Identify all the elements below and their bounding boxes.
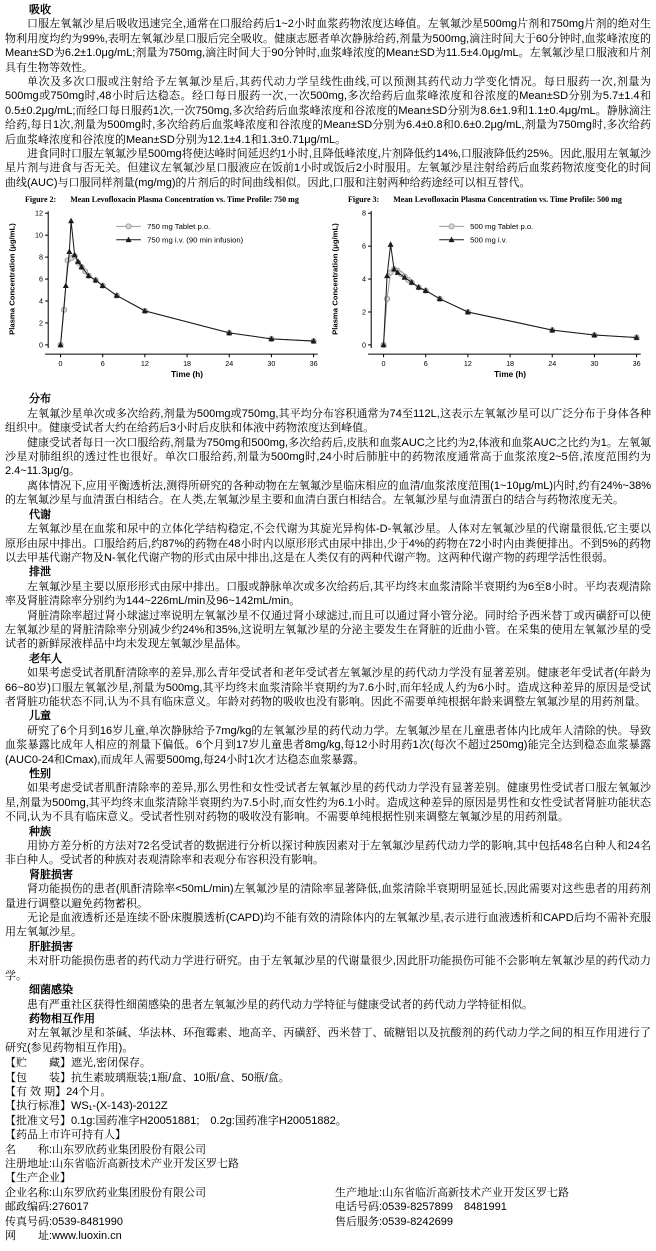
info-line: 【有 效 期】24个月。 xyxy=(5,1085,112,1098)
figures-row xyxy=(5,194,651,390)
paragraph: 左氧氟沙星单次或多次给药,剂量为500mg或750mg,其平均分布容积通常为74至112L,这表示左氧氟沙星可以广泛分布于身体各种组织中。健康受试者大约在给药后3小时后皮肤和体液中药物浓度达到峰值。 xyxy=(5,407,651,435)
manufacturer-line: 网 址:www.luoxin.cn xyxy=(5,1230,122,1242)
data-point-triangle xyxy=(63,283,69,289)
paragraph: 肾脏清除率超过肾小球滤过率说明左氧氟沙星不仅通过肾小球滤过,而且可以通过肾小管分泌。同时给予西米替丁或丙磺舒可以使左氧氟沙星的肾脏清除率分别减少约24%和35%,这说明左氧氟沙星的分泌主要发生在肾脏的近曲小管。在采集的使用左氧氟沙星的受试者的新鲜尿液样品中均未发现左氧氟沙星晶体。 xyxy=(5,609,651,651)
figure-2 xyxy=(5,194,328,390)
manufacturer-line: 电话号码:0539-8257899 8481991 xyxy=(335,1201,507,1214)
series-line xyxy=(61,256,314,345)
section-heading: 药物相互作用 xyxy=(29,1012,95,1025)
y-axis-title: Plasma Concentration (μg/mL) xyxy=(7,223,17,336)
legend-entry-label: 500 mg i.v. xyxy=(470,235,508,245)
x-tick-label: 30 xyxy=(590,359,599,369)
paragraph: 离体情况下,应用平衡透析法,测得所研究的各种动物在左氧氟沙星临床相应的血清/血浆浓度范围(1~10μg/mL)内时,约有24%~38%的左氧氟沙星与血清蛋白相结合。在人类,左氧氟沙星主要和血清白蛋白相结合。左氧氟沙星与血清蛋白的结合与药物浓度无关。 xyxy=(5,479,651,507)
x-tick-label: 6 xyxy=(423,359,428,369)
figure-3-caption xyxy=(328,194,651,205)
y-tick-label: 2 xyxy=(362,307,367,317)
x-tick-label: 6 xyxy=(100,359,105,369)
figure-2-line-chart xyxy=(5,205,328,390)
info-line: 【包 装】抗生素玻璃瓶装;1瓶/盒、10瓶/盒、50瓶/盒。 xyxy=(5,1071,290,1084)
section-heading: 老年人 xyxy=(29,652,62,665)
series-line xyxy=(384,269,637,345)
x-tick-label: 12 xyxy=(140,359,149,369)
y-tick-label: 4 xyxy=(362,274,367,284)
section-heading: 肾脏损害 xyxy=(29,868,73,881)
x-tick-label: 24 xyxy=(548,359,557,369)
manufacturer-line: 生产地址:山东省临沂高新技术产业开发区罗七路 xyxy=(335,1186,570,1199)
y-tick-label: 6 xyxy=(362,241,367,251)
y-axis-title: Plasma Concentration (μg/mL) xyxy=(330,223,340,336)
paragraph: 患有严重社区获得性细菌感染的患者左氧氟沙星的药代动力学特征与健康受试者的药代动力学特征相似。 xyxy=(27,998,533,1011)
legend-entry-label: 750 mg Tablet p.o. xyxy=(147,222,211,232)
info-line: 注册地址:山东省临沂高新技术产业开发区罗七路 xyxy=(5,1157,240,1170)
manufacturer-line: 售后服务:0539-8242699 xyxy=(335,1215,454,1228)
section-heading: 种族 xyxy=(29,825,51,838)
info-line: 【批准文号】0.1g:国药准字H20051881; 0.2g:国药准字H20051882。 xyxy=(5,1114,347,1127)
data-point-circle xyxy=(449,224,454,229)
info-line: 【药品上市许可持有人】 xyxy=(5,1129,126,1142)
x-axis-title: Time (h) xyxy=(494,370,526,380)
data-point-triangle xyxy=(388,242,394,248)
figure-3-label: Figure 3: xyxy=(348,195,380,205)
y-tick-label: 0 xyxy=(39,340,44,350)
paragraph: 进食同时口服左氧氟沙星500mg将使达峰时间延迟约1小时,且降低峰浓度,片剂降低约14%,口服液降低约25%。因此,服用左氧氟沙星片剂与进食与否无关。但建议左氧氟沙星口服液应在饭前1小时或饭后2小时服用。左氧氟沙星注射给药后血浆药物浓度变化的时间曲线(AUC)与口服同样剂量(mg/mg)的片剂后的时间曲线相似。因此,口服和注射两种给药途经可以相互替代。 xyxy=(5,148,652,189)
data-point-circle xyxy=(126,224,131,229)
y-tick-label: 2 xyxy=(39,318,44,328)
paragraph: 用协方差分析的方法对72名受试者的数据进行分析以探讨种族因素对于左氧氟沙星药代动力学的影响,其中包括48名白种人和24名非白种人。受试者的种族对表观清除率和表观分布容积没有影响。 xyxy=(5,840,651,867)
y-tick-label: 8 xyxy=(362,208,367,218)
x-tick-label: 0 xyxy=(58,359,63,369)
y-tick-label: 4 xyxy=(39,296,44,306)
y-tick-label: 0 xyxy=(362,340,367,350)
paragraph: 研究了6个月到16岁儿童,单次静脉给予7mg/kg的左氧氟沙星的药代动力学。左氧氟沙星在儿童患者体内比成年人清除的快。导致血浆暴露比成年人相应的剂量下偏低。6个月到17岁儿童患者8mg/kg,每12小时用药1次(每次不超过250mg)能完全达到稳态血浆暴露(AUC0-24和Cmax),而成年人需要500mg,每24小时1次才达稳态血浆暴露。 xyxy=(5,724,651,766)
data-point-triangle xyxy=(66,249,72,255)
paragraph: 对左氧氟沙星和茶碱、华法林、环孢霉素、地高辛、丙磺舒、西米替丁、硫糖铝以及抗酸剂的药代动力学之间的相互作用进行了研究(参见药物相互作用)。 xyxy=(5,1027,651,1054)
figure-2-label: Figure 2: xyxy=(25,195,57,205)
legend-entry-label: 500 mg Tablet p.o. xyxy=(470,222,534,232)
x-tick-label: 36 xyxy=(309,359,318,369)
x-tick-label: 12 xyxy=(463,359,472,369)
data-point-triangle xyxy=(68,218,74,224)
section-heading: 细菌感染 xyxy=(29,984,73,997)
paragraph: 如果考虑受试者肌酐清除率的差异,那么青年受试者和老年受试者左氧氟沙星的药代动力学没有显著差别。健康老年受试者(年龄为66~80岁)口服左氧氟沙星,剂量为500mg,其平均终末血浆清除半衰期约为7.6小时,而年轻成人约为6小时。造成这种差异的原因是受试者肾脏功能状态不同,认为不具有临床意义。年龄对药物的吸收也没有影响。因此不需要单纯根据年龄来调整左氧氟沙星的用药剂量。 xyxy=(5,667,651,708)
y-tick-label: 10 xyxy=(35,230,44,240)
y-tick-label: 6 xyxy=(39,274,44,284)
info-line: 【执行标准】WS₁-(X-143)-2012Z xyxy=(5,1100,168,1113)
series-line xyxy=(384,245,637,345)
pk-sections-top xyxy=(5,3,651,190)
section-heading: 肝脏损害 xyxy=(29,940,73,953)
paragraph: 单次及多次口服或注射给予左氧氟沙星后,其药代动力学呈线性曲线,可以预测其药代动力学变化情况。每日服药一次,剂量为500mg或750mg时,48小时后达稳态。经口每日服药一次,一次500mg,多次给药后血浆峰浓度和谷浓度的Mean±SD分别为5.7±1.4和0.5±0.2μg/mL;而经口每日服药1次,一次750mg,多次给药后血浆峰浓度和谷浓度的Mean±SD分别为8.6±1.9和1.1±0.4μg/mL。静脉滴注给药,每日1次,剂量为500mg时,多次给药后血浆峰浓度和谷浓度的Mean±SD分别为6.4±0.8和0.6±0.2μg/mL,剂量为750mg时,多次给药后血浆峰浓度和谷浓度的Mean±SD分别为12.1±4.1和1.3±0.71μg/mL。 xyxy=(5,76,651,146)
manufacturer-line: 邮政编码:276017 xyxy=(5,1201,89,1214)
manufacturer-block xyxy=(5,1186,651,1244)
label-info-block xyxy=(5,1056,651,1186)
legend-entry-label: 750 mg i.v. (90 min infusion) xyxy=(147,235,244,245)
manufacturer-line: 传真号码:0539-8481990 xyxy=(5,1215,124,1228)
figure-2-caption xyxy=(5,194,328,205)
info-line: 【贮 藏】遮光,密闭保存。 xyxy=(5,1057,152,1070)
x-tick-label: 30 xyxy=(267,359,276,369)
section-heading: 性别 xyxy=(29,768,51,780)
paragraph: 健康受试者每日一次口服给药,剂量为750mg和500mg,多次给药后,皮肤和血浆AUC之比约为2,体液和血浆AUC之比约为1。左氧氟沙星对肺组织的透过性也很好。单次口服给药,剂量为500mg时,24小时后肺脏中的药物浓度通常高于血浆浓度2~5倍,浓度范围约为2.4~11.3μg/g。 xyxy=(5,436,651,478)
x-axis-title: Time (h) xyxy=(171,370,203,380)
section-heading: 吸收 xyxy=(29,4,51,16)
x-tick-label: 0 xyxy=(381,359,386,369)
figure-3-line-chart xyxy=(328,205,651,390)
paragraph: 左氧氟沙星在血浆和尿中的立体化学结构稳定,不会代谢为其旋光异构体-D-氧氟沙星。人体对左氧氟沙星的代谢量很低,它主要以原形由尿中排出。口服给药后,约87%的药物在48小时内以原形形式由尿中排出,少于4%的药物在72小时内由粪便排出。不到5%的药物以去甲基代谢产物及N-氧化代谢产物的形式由尿中排出,这是在人类仅有的两种代谢产物。这两种代谢产物的药理学活性很弱。 xyxy=(5,523,651,564)
x-tick-label: 18 xyxy=(506,359,515,369)
x-tick-label: 36 xyxy=(632,359,641,369)
figure-2-title: Mean Levofloxacin Plasma Concentration vs. Time Profile: 750 mg xyxy=(70,195,299,205)
paragraph: 肾功能损伤的患者(肌酐清除率<50mL/min)左氧氟沙星的清除率显著降低,血浆清除半衰期明显延长,因此需要对这些患者的用药剂量进行调整以避免药物蓄积。 xyxy=(5,883,651,910)
section-heading: 代谢 xyxy=(29,508,51,521)
paragraph: 未对肝功能损伤患者的药代动力学进行研究。由于左氧氟沙星的代谢量很少,因此肝功能损伤可能不会影响左氧氟沙星的药代动力学。 xyxy=(5,955,651,982)
data-point-circle xyxy=(384,297,389,302)
info-line: 名 称:山东罗欣药业集团股份有限公司 xyxy=(5,1143,207,1156)
section-heading: 排泄 xyxy=(29,566,51,579)
section-heading: 儿童 xyxy=(29,710,51,723)
paragraph: 口服左氧氟沙星后吸收迅速完全,通常在口服给药后1~2小时血浆药物浓度达峰值。左氧氟沙星500mg片剂和750mg片剂的绝对生物利用度均约为99%,表明左氧氟沙星口服后完全吸收。健康志愿者单次静脉给药,剂量为500mg,滴注时间大于60分钟时,血浆峰浓度的Mean±SD为6.2±1.0μg/mL;剂量为750mg,滴注时间大于90分钟时,血浆峰浓度的Mean±SD为11.5±4.0μg/mL。左氧氟沙星口服液和片剂具有生物等效性。 xyxy=(5,18,651,74)
manufacturer-line xyxy=(335,1229,651,1243)
paragraph: 如果考虑受试者肌酐清除率的差异,那么男性和女性受试者左氧氟沙星的药代动力学没有显著差别。健康男性受试者口服左氧氟沙星,剂量为500mg,其平均终末血浆清除半衰期约为7.5小时,而女性约为6.1小时。造成这种差异的原因是男性和女性受试者肾脏功能状态不同,认为不具有临床意义。受试者性别对药物的吸收没有影响。不需要单纯根据性别来调整左氧氟沙星的用药剂量。 xyxy=(5,782,651,824)
pk-sections-bottom xyxy=(5,392,651,1055)
section-heading: 分布 xyxy=(29,393,51,406)
figure-3 xyxy=(328,194,651,390)
y-tick-label: 8 xyxy=(39,252,44,262)
x-tick-label: 18 xyxy=(183,359,192,369)
manufacturer-line: 企业名称:山东罗欣药业集团股份有限公司 xyxy=(5,1186,207,1199)
paragraph: 无论是血液透析还是连续不卧床腹膜透析(CAPD)均不能有效的清除体内的左氧氟沙星,表示进行血液透析和CAPD后均不需补充服用左氧氟沙星。 xyxy=(5,912,651,939)
figure-3-title: Mean Levofloxacin Plasma Concentration vs. Time Profile: 500 mg xyxy=(393,195,622,205)
x-tick-label: 24 xyxy=(225,359,234,369)
y-tick-label: 12 xyxy=(35,208,44,218)
paragraph: 左氧氟沙星主要以原形形式由尿中排出。口服或静脉单次或多次给药后,其平均终末血浆清除半衰期约为6至8小时。平均表观清除率及肾脏清除率分别约为144~226mL/min及96~142mL/min。 xyxy=(5,580,651,608)
info-line: 【生产企业】 xyxy=(5,1172,71,1185)
